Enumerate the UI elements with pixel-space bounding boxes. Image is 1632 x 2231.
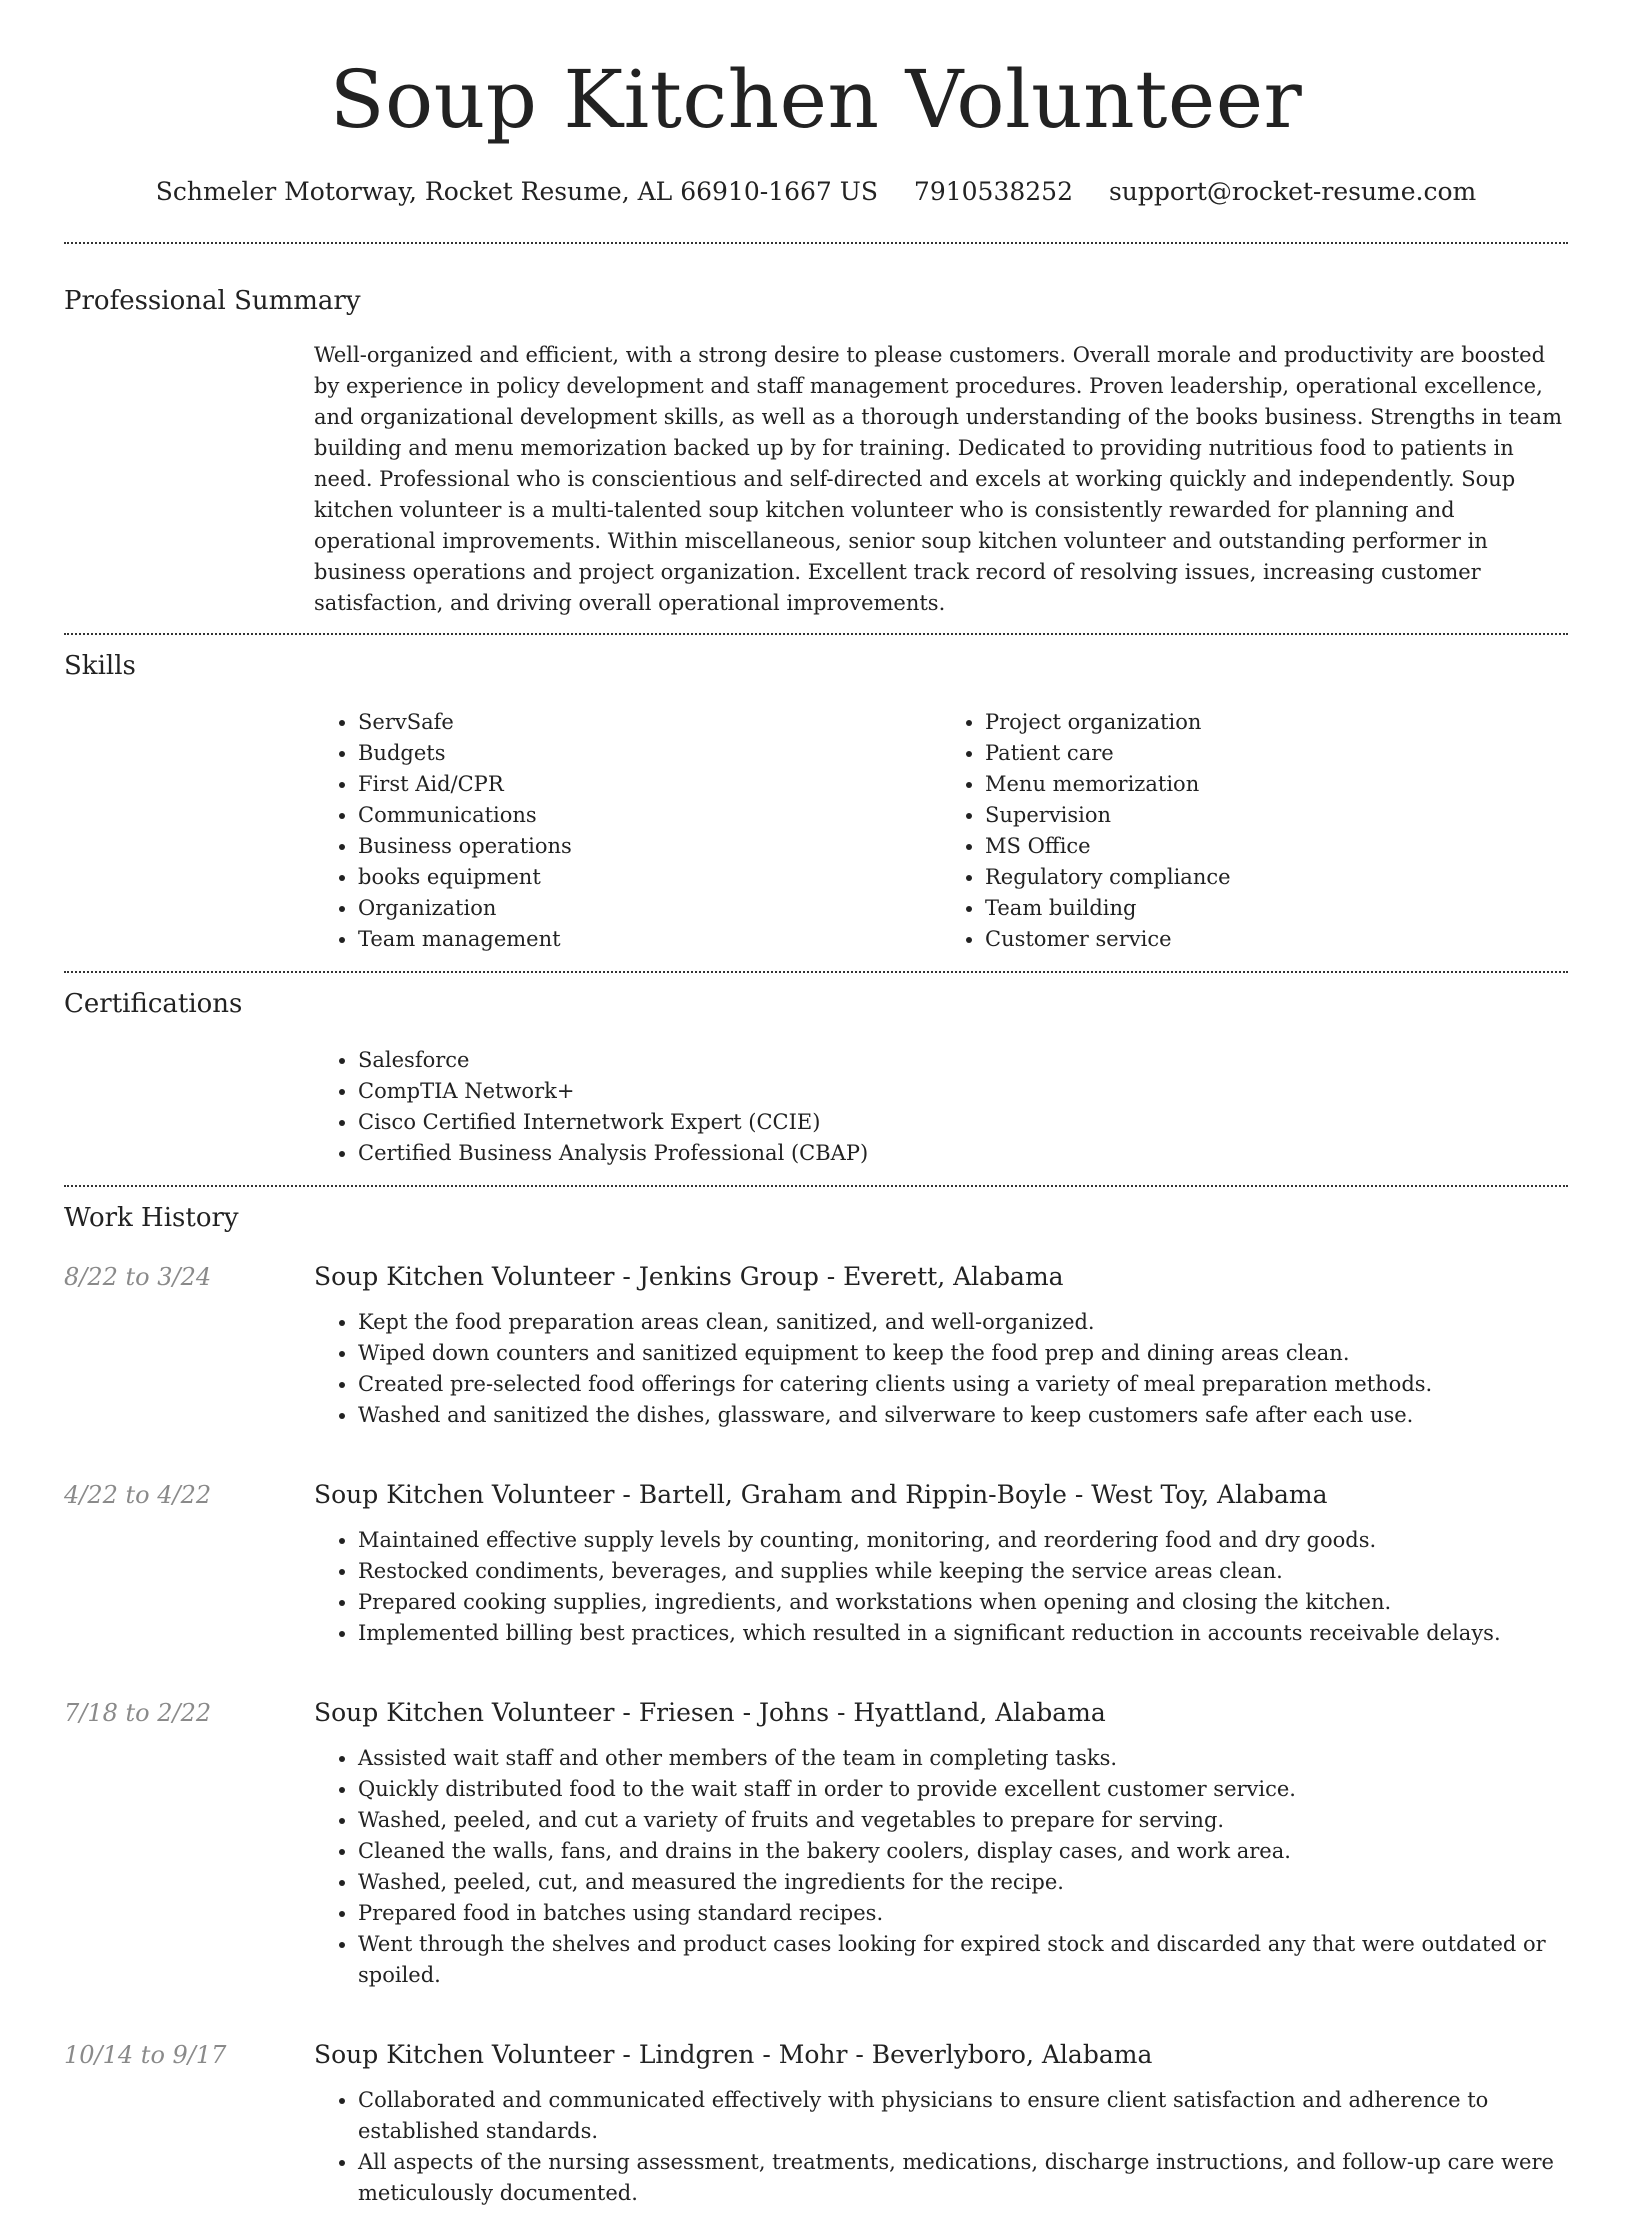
job-bullet: • Collaborated and communicated effectively with physicians to ensure client satisfaction and adherence to established standards. <box>358 2085 1568 2147</box>
job-title: Soup Kitchen Volunteer - Lindgren - Mohr - Beverlyboro, Alabama <box>314 2040 1153 2069</box>
job-body <box>314 1695 1568 2013</box>
certifications-list <box>314 1045 1568 1169</box>
certifications-heading: Certifications <box>64 989 243 1019</box>
job-bullets <box>314 1743 1568 1991</box>
skill-item: • Menu memorization <box>985 769 1568 800</box>
job-bullet: • Restocked condiments, beverages, and supplies while keeping the service areas clean. <box>358 1556 1568 1587</box>
certification-item: • Certified Business Analysis Professional (CBAP) <box>358 1138 1568 1169</box>
job-bullet: • Maintained effective supply levels by counting, monitoring, and reordering food and dry goods. <box>358 1525 1568 1556</box>
skill-item: • ServSafe <box>358 707 941 738</box>
skill-item: • First Aid/CPR <box>358 769 941 800</box>
job-bullet: • All aspects of the nursing assessment, treatments, medications, discharge instructions, and follow-up care were meticulously documented. <box>358 2147 1568 2209</box>
job-bullet: • Prepared cooking supplies, ingredients, and workstations when opening and closing the kitchen. <box>358 1587 1568 1618</box>
skill-item: • Communications <box>358 800 941 831</box>
contact-email: support@rocket-resume.com <box>1108 177 1477 206</box>
summary-text: Well-organized and efficient, with a strong desire to please customers. Overall morale and productivity are boosted by experience in policy development and staff management procedures. Proven leadership, operational excellence, and organizational development skills, as well as a thorough understanding of the books business. Strengths in team building and menu memorization backed up by for training. Dedicated to providing nutritious food to patients in need. Professional who is conscientious and self-directed and excels at working quickly and independently. Soup kitchen volunteer is a multi-talented soup kitchen volunteer who is consistently rewarded for planning and operational improvements. Within miscellaneous, senior soup kitchen volunteer and outstanding performer in business operations and project organization. Excellent track record of resolving issues, increasing customer satisfaction, and driving overall operational improvements. <box>314 343 1562 615</box>
job-dates: 8/22 to 3/24 <box>64 1263 212 1291</box>
skills-list-left <box>314 707 941 955</box>
certification-item: • Salesforce <box>358 1045 1568 1076</box>
skills-columns <box>314 707 1568 971</box>
job-bullet: • Wiped down counters and sanitized equipment to keep the food prep and dining areas clean. <box>358 1338 1568 1369</box>
skill-item: • Team management <box>358 924 941 955</box>
job-dates: 10/14 to 9/17 <box>64 2041 227 2069</box>
skill-item: • Team building <box>985 893 1568 924</box>
job-bullets <box>314 1307 1568 1431</box>
skill-item: • MS Office <box>985 831 1568 862</box>
job-entry <box>64 1477 1568 1671</box>
job-bullet: • Quickly distributed food to the wait staff in order to provide excellent customer service. <box>358 1774 1568 1805</box>
job-body <box>314 1259 1568 1453</box>
skill-item: • Project organization <box>985 707 1568 738</box>
skill-item: • Budgets <box>358 738 941 769</box>
job-bullets <box>314 1525 1568 1649</box>
job-bullet: • Cleaned the walls, fans, and drains in the bakery coolers, display cases, and work area. <box>358 1836 1568 1867</box>
skills-section <box>64 635 1568 971</box>
job-bullet: • Prepared food in batches using standard recipes. <box>358 1898 1568 1929</box>
summary-section <box>64 244 1568 633</box>
job-entry <box>64 1695 1568 2013</box>
contact-address: Schmeler Motorway, Rocket Resume, AL 66910-1667 US <box>155 177 878 206</box>
job-bullet: • Created pre-selected food offerings for catering clients using a variety of meal preparation methods. <box>358 1369 1568 1400</box>
skill-item: • Organization <box>358 893 941 924</box>
job-bullet: • Implemented billing best practices, which resulted in a significant reduction in accounts receivable delays. <box>358 1618 1568 1649</box>
skill-item: • books equipment <box>358 862 941 893</box>
job-dates: 4/22 to 4/22 <box>64 1481 212 1509</box>
job-bullet: • Washed and sanitized the dishes, glassware, and silverware to keep customers safe after each use. <box>358 1400 1568 1431</box>
work-history-section <box>64 1187 1568 2231</box>
job-title: Soup Kitchen Volunteer - Friesen - Johns - Hyattland, Alabama <box>314 1698 1106 1727</box>
job-title: Soup Kitchen Volunteer - Jenkins Group - Everett, Alabama <box>314 1262 1064 1291</box>
job-bullets <box>314 2085 1568 2209</box>
skills-list-right <box>941 707 1568 955</box>
job-bullet: • Assisted wait staff and other members of the team in completing tasks. <box>358 1743 1568 1774</box>
certifications-section <box>64 973 1568 1185</box>
contact-line <box>64 176 1568 208</box>
skill-item: • Patient care <box>985 738 1568 769</box>
skill-item: • Customer service <box>985 924 1568 955</box>
job-entry <box>64 2037 1568 2231</box>
skill-item: • Business operations <box>358 831 941 862</box>
certification-item: • CompTIA Network+ <box>358 1076 1568 1107</box>
contact-phone: 7910538252 <box>913 177 1073 206</box>
job-bullet: • Went through the shelves and product cases looking for expired stock and discarded any that were outdated or spoiled. <box>358 1929 1568 1991</box>
job-entry <box>64 1259 1568 1453</box>
certifications-content <box>314 1045 1568 1185</box>
work-history-heading: Work History <box>64 1203 239 1233</box>
skill-item: • Regulatory compliance <box>985 862 1568 893</box>
job-bullet: • Kept the food preparation areas clean, sanitized, and well-organized. <box>358 1307 1568 1338</box>
certification-item: • Cisco Certified Internetwork Expert (CCIE) <box>358 1107 1568 1138</box>
skill-item: • Supervision <box>985 800 1568 831</box>
summary-heading: Professional Summary <box>64 286 361 316</box>
skills-heading: Skills <box>64 651 136 681</box>
job-body <box>314 2037 1568 2231</box>
job-bullet: • Washed, peeled, and cut a variety of fruits and vegetables to prepare for serving. <box>358 1805 1568 1836</box>
job-dates: 7/18 to 2/22 <box>64 1699 212 1727</box>
job-body <box>314 1477 1568 1671</box>
candidate-name: Soup Kitchen Volunteer <box>329 53 1303 146</box>
job-bullet: • Washed, peeled, cut, and measured the ingredients for the recipe. <box>358 1867 1568 1898</box>
job-title: Soup Kitchen Volunteer - Bartell, Graham and Rippin-Boyle - West Toy, Alabama <box>314 1480 1328 1509</box>
